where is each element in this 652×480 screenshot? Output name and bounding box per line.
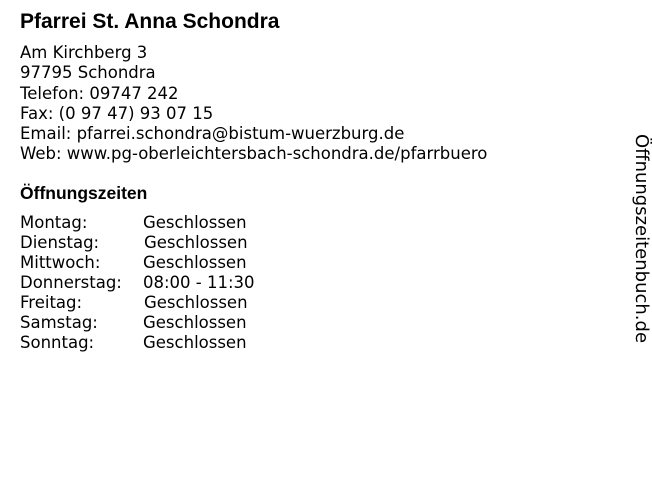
day-label: Freitag: (20, 293, 83, 312)
day-hours: Geschlossen (144, 233, 248, 252)
website-address: Web: www.pg-oberleichtersbach-schondra.de/pfarrbuero (20, 144, 488, 164)
day-label: Montag: (20, 213, 88, 232)
email-address: Email: pfarrei.schondra@bistum-wuerzburg.de (20, 124, 405, 144)
city-address: 97795 Schondra (20, 63, 156, 83)
day-hours: Geschlossen (143, 213, 247, 232)
day-hours: Geschlossen (143, 333, 247, 352)
day-hours: Geschlossen (143, 313, 247, 332)
fax-number: Fax: (0 97 47) 93 07 15 (20, 103, 214, 123)
business-name: Pfarrei St. Anna Schondra (20, 10, 280, 33)
contact-block (20, 43, 487, 165)
day-label: Dienstag: (20, 233, 100, 252)
day-label: Samstag: (20, 313, 98, 332)
street-address: Am Kirchberg 3 (20, 43, 148, 62)
day-label: Mittwoch: (20, 253, 101, 272)
site-brand-vertical: Öffnungszeitenbuch.de (631, 134, 652, 344)
day-hours: 08:00 - 11:30 (143, 273, 255, 292)
day-label: Donnerstag: (20, 273, 122, 292)
day-label: Sonntag: (20, 333, 95, 352)
day-hours: Geschlossen (143, 253, 247, 272)
day-hours: Geschlossen (144, 293, 248, 312)
phone-number: Telefon: 09747 242 (20, 83, 179, 103)
opening-hours-heading: Öffnungszeiten (20, 183, 148, 203)
